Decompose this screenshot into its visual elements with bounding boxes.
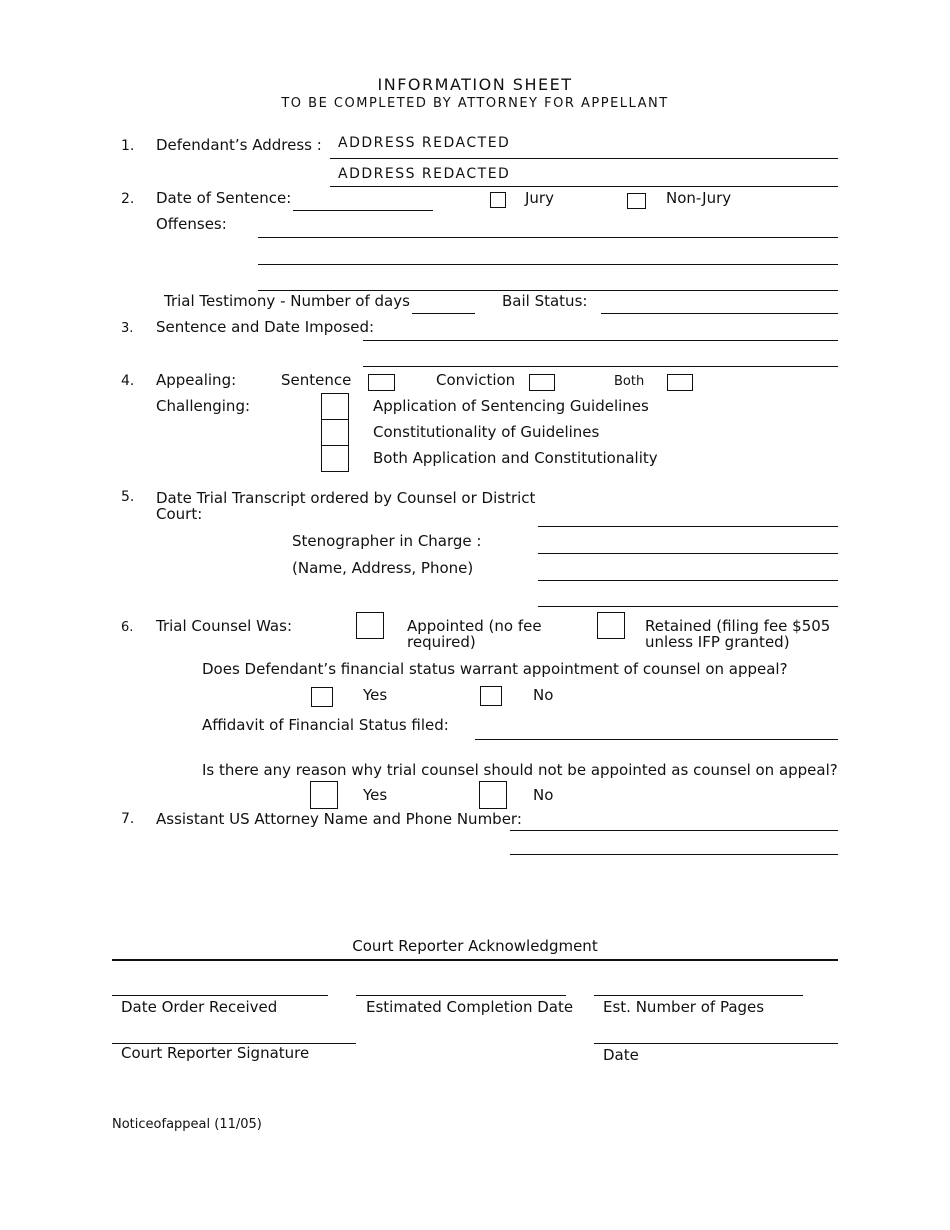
sentence-date-line-1[interactable]	[363, 340, 838, 341]
challenge-both-checkbox[interactable]	[321, 445, 349, 472]
offenses-line-1[interactable]	[258, 237, 838, 238]
retained-label: Retained (filing fee $505	[645, 617, 831, 635]
offenses-label: Offenses:	[156, 215, 227, 233]
financial-yes-label: Yes	[363, 686, 388, 704]
appeal-conviction-checkbox[interactable]	[529, 374, 555, 391]
financial-yes-checkbox[interactable]	[311, 687, 333, 707]
appeal-sentence-checkbox[interactable]	[368, 374, 395, 391]
section-1-number: 1.	[121, 138, 135, 154]
signature-label: Court Reporter Signature	[121, 1044, 310, 1062]
page-count-field[interactable]	[594, 995, 803, 996]
section-3-number: 3.	[121, 321, 134, 336]
reporter-section-title: Court Reporter Acknowledgment	[352, 937, 598, 955]
non-jury-label: Non-Jury	[666, 189, 732, 207]
jury-checkbox[interactable]	[490, 192, 506, 208]
address-line-2-rule	[330, 186, 838, 187]
date-of-sentence-label: Date of Sentence:	[156, 189, 292, 207]
section-4-number: 4.	[121, 373, 135, 389]
form-title: INFORMATION SHEET	[377, 75, 573, 94]
stenographer-sublabel: (Name, Address, Phone)	[292, 559, 474, 577]
form-identifier: Noticeofappeal (11/05)	[112, 1117, 262, 1132]
appealing-label: Appealing:	[156, 371, 237, 389]
appointed-label: Appointed (no fee	[407, 617, 542, 635]
affidavit-label: Affidavit of Financial Status filed:	[202, 716, 449, 734]
retained-label-2: unless IFP granted)	[645, 633, 790, 651]
appointed-checkbox[interactable]	[356, 612, 384, 639]
both-label: Both	[614, 374, 645, 389]
reporter-date-label: Date	[603, 1046, 639, 1064]
jury-label: Jury	[525, 189, 554, 207]
ausa-line-1[interactable]	[510, 830, 838, 831]
completion-date-field[interactable]	[356, 995, 566, 996]
appeal-both-checkbox[interactable]	[667, 374, 693, 391]
stenographer-label: Stenographer in Charge :	[292, 532, 482, 550]
address-line-1[interactable]: ADDRESS REDACTED	[338, 135, 511, 151]
ausa-label: Assistant US Attorney Name and Phone Number:	[156, 810, 522, 828]
offenses-line-3[interactable]	[258, 290, 838, 291]
transcript-date-field[interactable]	[538, 526, 838, 527]
completion-date-label: Estimated Completion Date	[366, 998, 574, 1016]
stenographer-line-1[interactable]	[538, 553, 838, 554]
section-6-number: 6.	[121, 620, 134, 635]
trial-testimony-days-field[interactable]	[412, 313, 475, 314]
conviction-label: Conviction	[436, 371, 516, 389]
date-received-label: Date Order Received	[121, 998, 278, 1016]
reason-no-checkbox[interactable]	[479, 781, 507, 809]
sentence-date-imposed-label: Sentence and Date Imposed:	[156, 318, 375, 336]
reason-yes-label: Yes	[363, 786, 388, 804]
challenge-application-checkbox[interactable]	[321, 393, 349, 420]
date-of-sentence-field[interactable]	[293, 210, 433, 211]
section-7-number: 7.	[121, 811, 135, 827]
appointed-label-2: required)	[407, 633, 476, 651]
form-subtitle: TO BE COMPLETED BY ATTORNEY FOR APPELLANT	[281, 96, 669, 111]
transcript-ordered-label-2: Court:	[156, 505, 203, 523]
reason-yes-checkbox[interactable]	[310, 781, 338, 809]
reporter-title-rule	[112, 959, 838, 961]
ausa-line-2[interactable]	[510, 854, 838, 855]
financial-status-question: Does Defendant’s financial status warrant appointment of counsel on appeal?	[202, 660, 788, 678]
section-2-number: 2.	[121, 191, 135, 207]
reporter-date-field[interactable]	[594, 1043, 838, 1044]
address-line-2[interactable]: ADDRESS REDACTED	[338, 166, 511, 182]
financial-no-label: No	[533, 686, 554, 704]
bail-status-field[interactable]	[601, 313, 838, 314]
challenge-option-1: Application of Sentencing Guidelines	[373, 397, 649, 415]
bail-status-label: Bail Status:	[502, 292, 588, 310]
counsel-reason-question: Is there any reason why trial counsel should not be appointed as counsel on appeal?	[202, 761, 838, 779]
challenge-option-3: Both Application and Constitutionality	[373, 449, 658, 467]
reason-no-label: No	[533, 786, 554, 804]
address-line-1-rule	[330, 158, 838, 159]
affidavit-field[interactable]	[475, 739, 838, 740]
challenge-constitutionality-checkbox[interactable]	[321, 419, 349, 446]
stenographer-line-2[interactable]	[538, 580, 838, 581]
page-count-label: Est. Number of Pages	[603, 998, 765, 1016]
defendant-address-label: Defendant’s Address :	[156, 136, 322, 154]
section-5-number: 5.	[121, 489, 135, 505]
challenge-option-2: Constitutionality of Guidelines	[373, 423, 600, 441]
trial-testimony-label: Trial Testimony - Number of days	[164, 292, 410, 310]
financial-no-checkbox[interactable]	[480, 686, 502, 706]
trial-counsel-label: Trial Counsel Was:	[156, 617, 292, 635]
date-received-field[interactable]	[112, 995, 328, 996]
transcript-ordered-label: Date Trial Transcript ordered by Counsel or District	[156, 489, 536, 507]
retained-checkbox[interactable]	[597, 612, 625, 639]
sentence-date-line-2[interactable]	[363, 366, 838, 367]
challenging-label: Challenging:	[156, 397, 251, 415]
sentence-label: Sentence	[281, 371, 352, 389]
stenographer-line-3[interactable]	[538, 606, 838, 607]
non-jury-checkbox[interactable]	[627, 193, 646, 209]
offenses-line-2[interactable]	[258, 264, 838, 265]
